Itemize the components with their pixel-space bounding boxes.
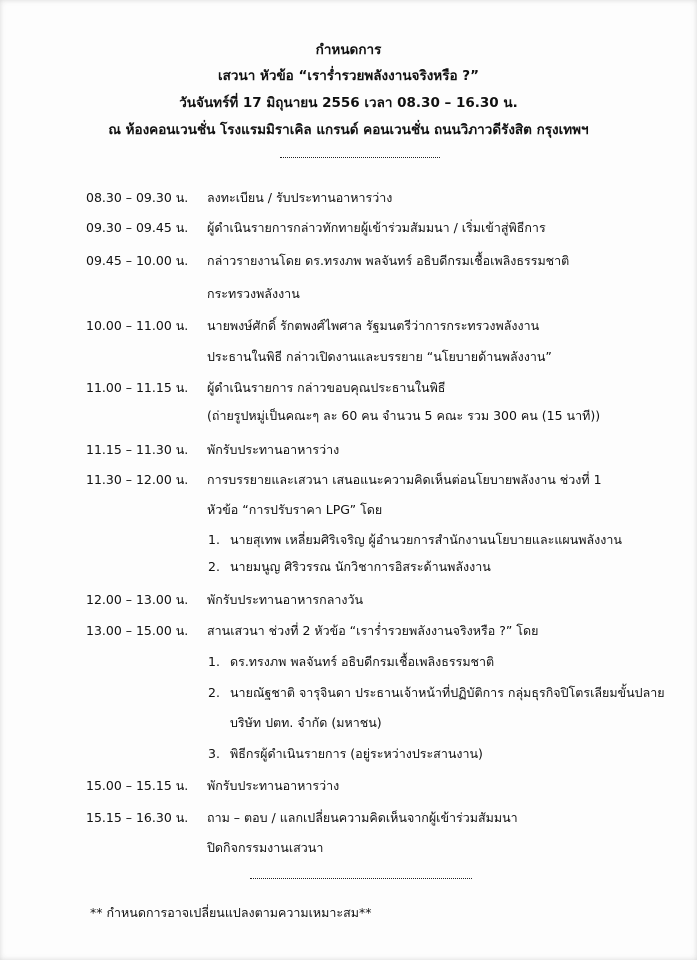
- speaker-name: ดร.ทรงภพ พลจันทร์ อธิบดีกรมเชื้อเพลิงธรรมชาติ: [230, 654, 495, 669]
- schedule-time: 15.00 – 15.15 น.: [86, 778, 189, 793]
- speaker-list-item: [208, 530, 622, 550]
- schedule-time: 13.00 – 15.00 น.: [86, 623, 189, 638]
- schedule-item: พักรับประทานอาหารกลางวัน: [207, 592, 364, 607]
- schedule-item: ผู้ดำเนินรายการ กล่าวขอบคุณประธานในพิธี: [207, 380, 446, 395]
- schedule-item-continued: หัวข้อ “การปรับราคา LPG” โดย: [207, 502, 383, 517]
- schedule-item: กล่าวรายงานโดย ดร.ทรงภพ พลจันทร์ อธิบดีกรมเชื้อเพลิงธรรมชาติ: [207, 253, 570, 268]
- schedule-item-continued: (ถ่ายรูปหมู่เป็นคณะๆ ละ 60 คน จำนวน 5 คณะ รวม 300 คน (15 นาที)): [207, 408, 601, 423]
- speaker-list-item: [208, 557, 491, 577]
- schedule-time: 08.30 – 09.30 น.: [86, 190, 189, 205]
- schedule-time: 11.15 – 11.30 น.: [86, 442, 189, 457]
- schedule-item: พักรับประทานอาหารว่าง: [207, 778, 340, 793]
- schedule-item: พักรับประทานอาหารว่าง: [207, 442, 340, 457]
- seminar-topic: เสวนา หัวข้อ “เรารํ่ารวยพลังงานจริงหรือ ?”: [218, 68, 479, 84]
- footer-divider: [250, 878, 472, 879]
- schedule-item-continued: กระทรวงพลังงาน: [207, 286, 300, 301]
- header-divider: [280, 157, 440, 158]
- schedule-item: การบรรยายและเสวนา เสนอแนะความคิดเห็นต่อนโยบายพลังงาน ช่วงที่ 1: [207, 472, 602, 487]
- list-number: 2.: [208, 685, 220, 700]
- document-title: กำหนดการ: [315, 42, 382, 58]
- list-number: 3.: [208, 746, 220, 761]
- speaker-name: นายสุเทพ เหลี่ยมศิริเจริญ ผู้อำนวยการสำนักงานนโยบายและแผนพลังงาน: [230, 532, 622, 547]
- speaker-list-item: [208, 744, 483, 764]
- speaker-name: นายณัฐชาติ จารุจินดา ประธานเจ้าหน้าที่ปฏิบัติการ กลุ่มธุรกิจปิโตรเลียมขั้นปลาย: [230, 685, 665, 700]
- schedule-time: 09.30 – 09.45 น.: [86, 220, 189, 235]
- schedule-item-continued: ประธานในพิธี กล่าวเปิดงานและบรรยาย “นโยบายด้านพลังงาน”: [207, 349, 552, 364]
- list-number: 1.: [208, 654, 220, 669]
- footnote: ** กำหนดการอาจเปลี่ยนแปลงตามความเหมาะสม**: [90, 905, 372, 920]
- speaker-name: พิธีกรผู้ดำเนินรายการ (อยู่ระหว่างประสานงาน): [230, 746, 483, 761]
- schedule-item: สานเสวนา ช่วงที่ 2 หัวข้อ “เรารํ่ารวยพลังงานจริงหรือ ?” โดย: [207, 623, 539, 638]
- schedule-time: 15.15 – 16.30 น.: [86, 810, 189, 825]
- schedule-time: 12.00 – 13.00 น.: [86, 592, 189, 607]
- schedule-item-continued: ปิดกิจกรรมงานเสวนา: [207, 840, 324, 855]
- schedule-item: นายพงษ์ศักดิ์ รักตพงศ์ไพศาล รัฐมนตรีว่าการกระทรวงพลังงาน: [207, 318, 540, 333]
- schedule-time: 11.30 – 12.00 น.: [86, 472, 189, 487]
- speaker-list-item: [208, 683, 665, 703]
- schedule-item: ลงทะเบียน / รับประทานอาหารว่าง: [207, 190, 393, 205]
- list-number: 2.: [208, 559, 220, 574]
- schedule-time: 11.00 – 11.15 น.: [86, 380, 189, 395]
- seminar-venue: ณ ห้องคอนเวนชั่น โรงแรมมิราเคิล แกรนด์ คอนเวนชั่น ถนนวิภาวดีรังสิต กรุงเทพฯ: [108, 122, 589, 138]
- speaker-list-item: [208, 652, 494, 672]
- schedule-time: 10.00 – 11.00 น.: [86, 318, 189, 333]
- seminar-date: วันจันทร์ที่ 17 มิถุนายน 2556 เวลา 08.30 – 16.30 น.: [179, 95, 518, 111]
- schedule-item: ผู้ดำเนินรายการกล่าวทักทายผู้เข้าร่วมสัมมนา / เริ่มเข้าสู่พิธีการ: [207, 220, 546, 235]
- schedule-time: 09.45 – 10.00 น.: [86, 253, 189, 268]
- speaker-affiliation: บริษัท ปตท. จำกัด (มหาชน): [230, 715, 382, 730]
- list-number: 1.: [208, 532, 220, 547]
- schedule-item: ถาม – ตอบ / แลกเปลี่ยนความคิดเห็นจากผู้เข้าร่วมสัมมนา: [207, 810, 518, 825]
- speaker-name: นายมนูญ ศิริวรรณ นักวิชาการอิสระด้านพลังงาน: [230, 559, 491, 574]
